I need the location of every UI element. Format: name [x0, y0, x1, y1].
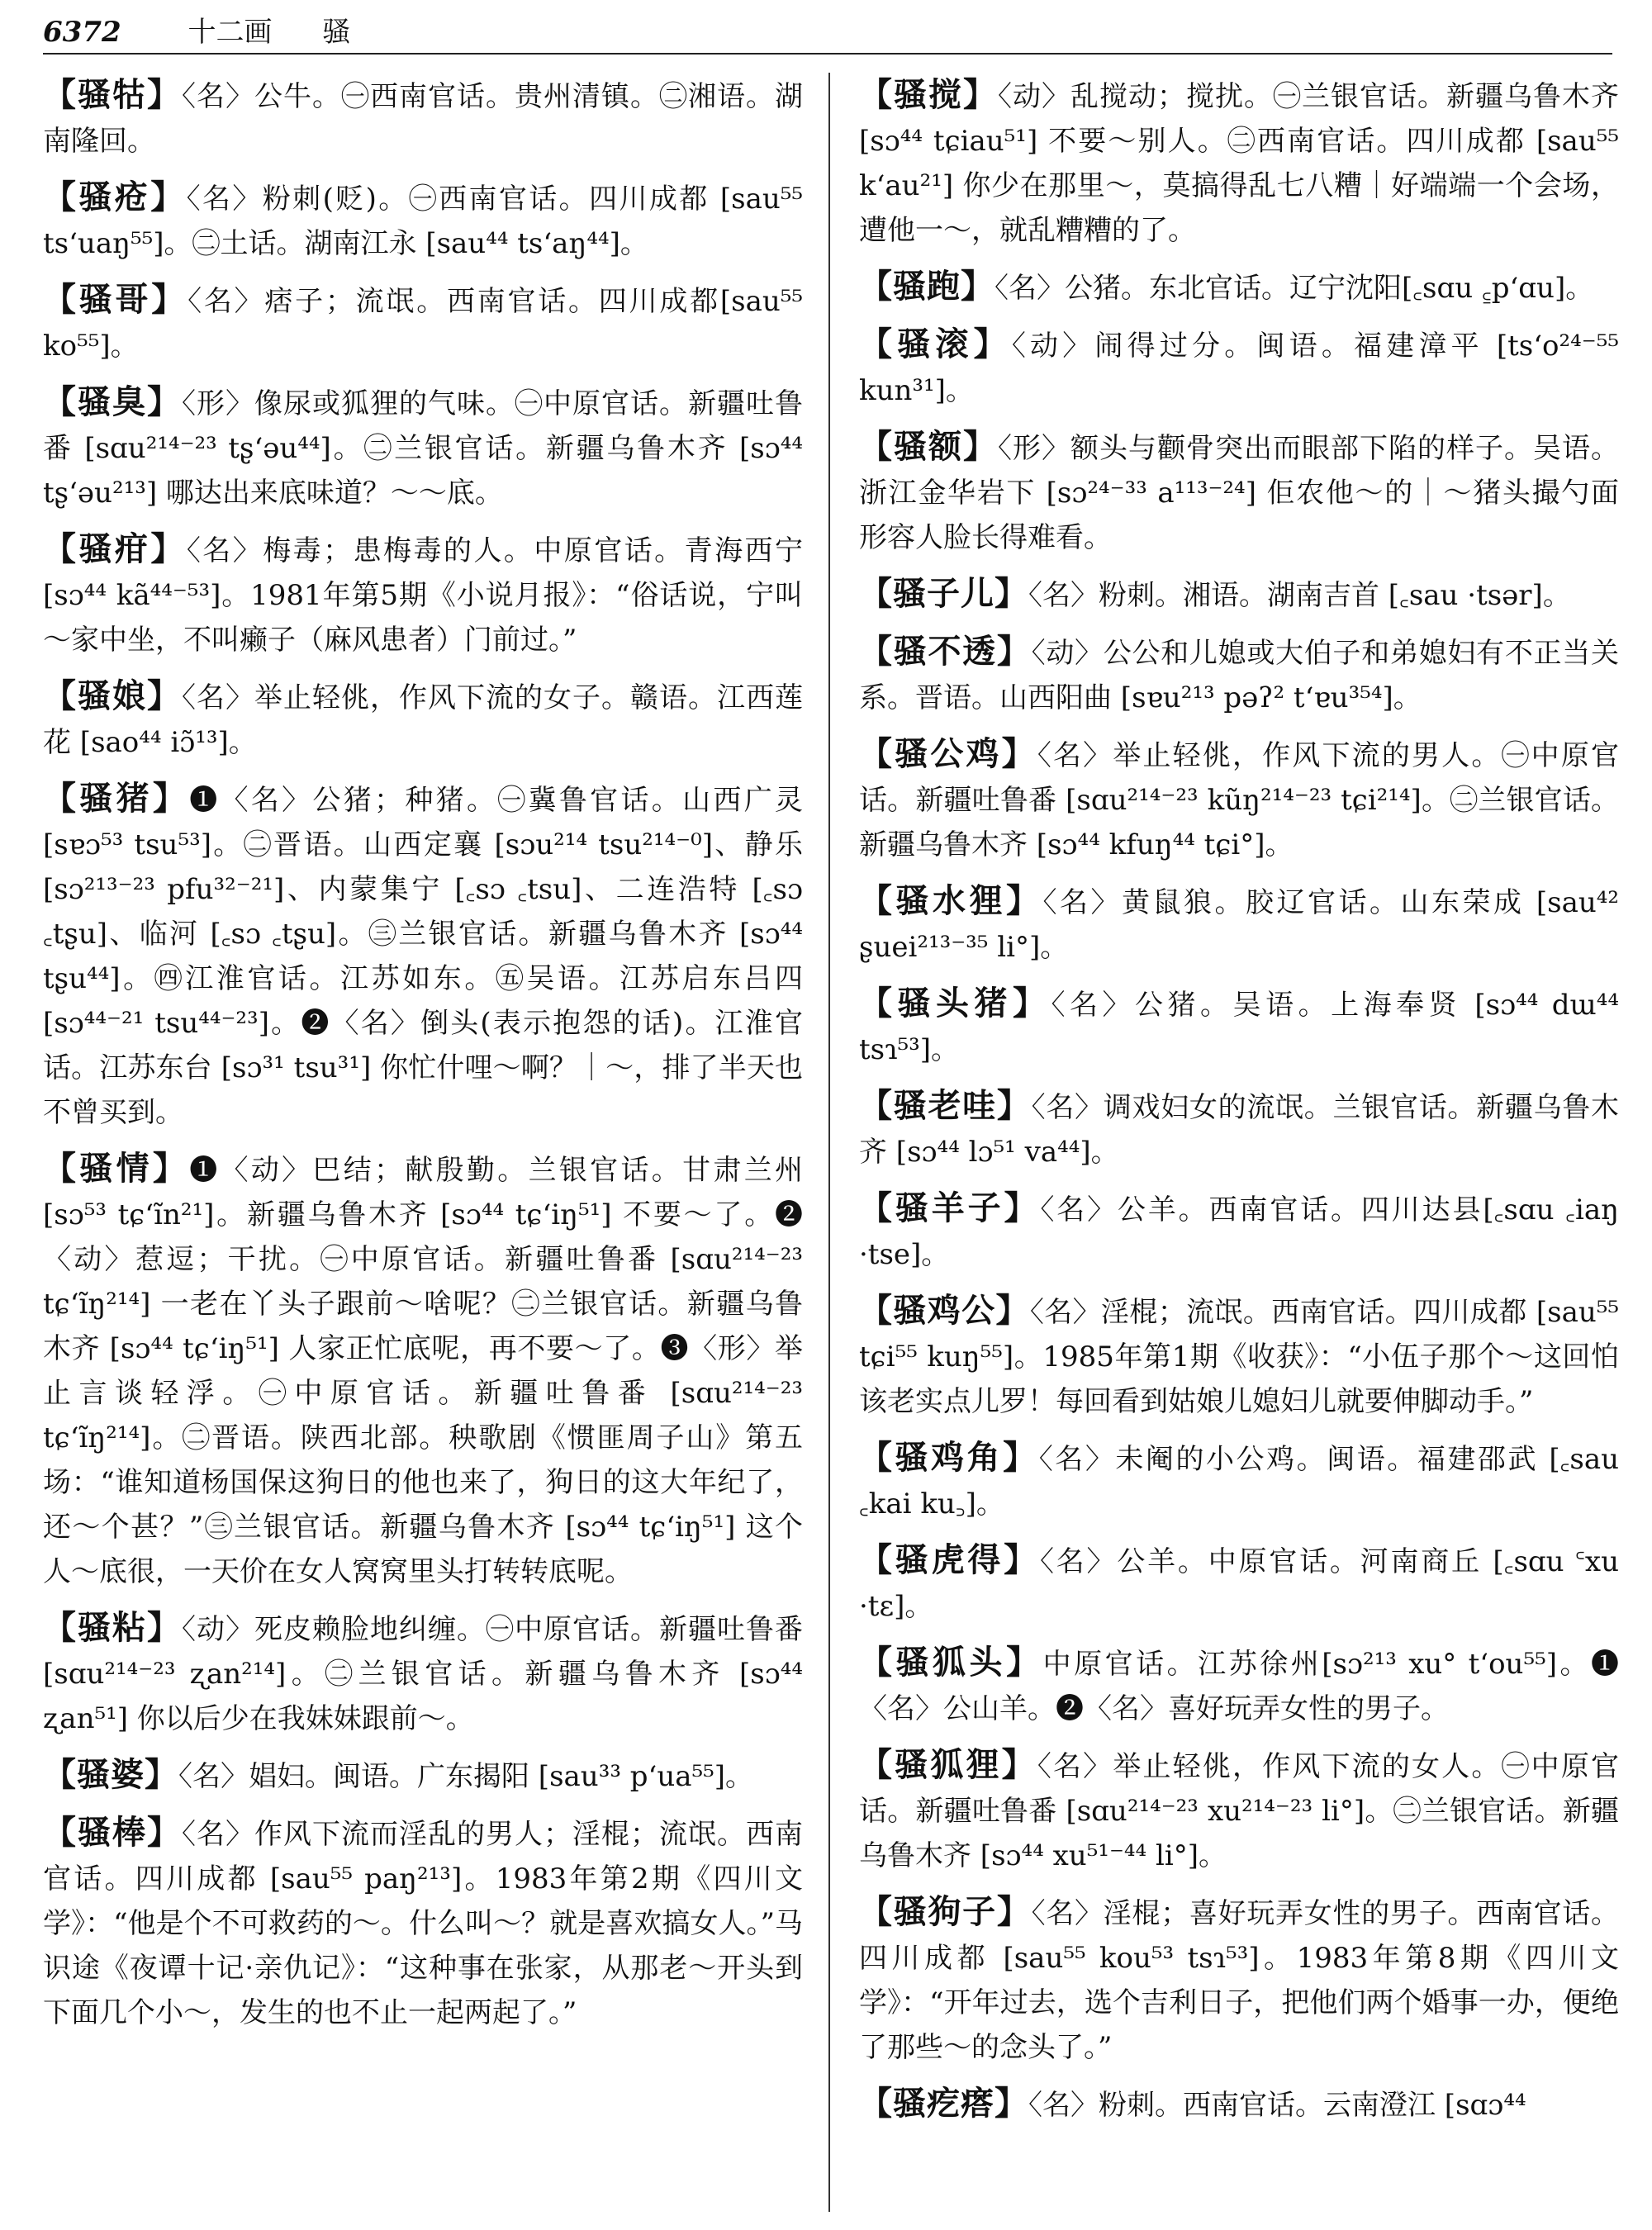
entry-definition: 〈名〉举止轻佻，作风下流的女子。赣语。江西莲花 [sao⁴⁴ iɔ̃¹³]。 — [43, 681, 803, 759]
dictionary-entry — [859, 732, 1619, 867]
entry-headword: 【骚子儿】 — [859, 575, 1028, 613]
dictionary-entry — [859, 2081, 1619, 2128]
entry-headword: 【骚臭】 — [43, 383, 182, 421]
entry-headword: 【骚鸡角】 — [859, 1439, 1039, 1477]
dictionary-entry — [859, 572, 1619, 618]
right-column — [859, 73, 1619, 2213]
dictionary-entry — [43, 380, 803, 515]
entry-headword: 【骚头猪】 — [859, 985, 1051, 1022]
entry-headword: 【骚狗子】 — [859, 1893, 1032, 1931]
dictionary-entry — [43, 1606, 803, 1741]
entry-headword: 【骚虎得】 — [859, 1541, 1040, 1579]
entry-definition: 〈名〉举止轻佻，作风下流的男人。㊀中原官话。新疆吐鲁番 [sɑu²¹⁴⁻²³ kũŋ²¹⁴⁻²³ tɕi²¹⁴]。㊁兰银官话。新疆乌鲁木齐 [sɔ⁴⁴ kfuŋ⁴⁴ tɕi°]。 — [859, 739, 1619, 861]
entry-headword: 【骚狐头】 — [859, 1644, 1043, 1682]
entry-definition: 〈名〉淫棍；喜好玩弄女性的男子。西南官话。四川成都 [sau⁵⁵ kou⁵³ tsɿ⁵³]。1983年第8期《四川文学》：“开年过去，选个吉利日子，把他们两个婚事一办，便绝了那些～的念头了。” — [859, 1897, 1619, 2064]
dictionary-entry — [859, 1084, 1619, 1174]
page-number: 6372 — [43, 16, 121, 49]
dictionary-entry — [43, 674, 803, 765]
entry-headword: 【骚滚】 — [859, 325, 1012, 363]
dictionary-entry — [859, 629, 1619, 720]
entry-headword: 【骚水狸】 — [859, 882, 1043, 920]
entry-headword: 【骚婆】 — [43, 1756, 178, 1794]
entry-definition: 〈名〉痞子；流氓。西南官话。四川成都[sau⁵⁵ ko⁵⁵]。 — [43, 285, 803, 363]
entry-headword: 【骚疳】 — [43, 530, 187, 568]
dictionary-entry — [43, 776, 803, 1135]
entry-headword: 【骚搅】 — [859, 76, 998, 114]
page-header — [43, 12, 1612, 55]
entry-definition: 〈名〉未阉的小公鸡。闽语。福建邵武 [꜀sau ꜀kai ku꜆]。 — [859, 1443, 1619, 1521]
dictionary-entry — [43, 1753, 803, 1799]
dictionary-entry — [859, 1890, 1619, 2070]
entry-headword: 【骚公鸡】 — [859, 735, 1037, 773]
entry-definition: 〈名〉举止轻佻，作风下流的女人。㊀中原官话。新疆吐鲁番 [sɑu²¹⁴⁻²³ xu²¹⁴⁻²³ li°]。㊁兰银官话。新疆乌鲁木齐 [sɔ⁴⁴ xu⁵¹⁻⁴⁴ li°]。 — [859, 1750, 1619, 1872]
entry-headword: 【骚棒】 — [43, 1814, 182, 1852]
stroke-section: 十二画 — [188, 16, 273, 49]
entry-definition: 〈名〉作风下流而淫乱的男人；淫棍；流氓。西南官话。四川成都 [sau⁵⁵ paŋ²¹³]。1983年第2期《四川文学》：“他是个不可救药的～。什么叫～？就是喜欢搞女人。”马识途《夜谭十记·亲仇记》：“这种事在张家，从那老～开头到下面几个小～，发生的也不止一起两起了。” — [43, 1818, 803, 2029]
entry-headword: 【骚跑】 — [859, 268, 995, 306]
entry-headword: 【骚不透】 — [859, 633, 1032, 671]
entry-headword: 【骚老哇】 — [859, 1087, 1032, 1125]
entry-definition: 〈名〉公猪。东北官话。辽宁沈阳[꜀sɑu ꜁pʻɑu]。 — [995, 272, 1594, 305]
entry-definition: 〈名〉梅毒；患梅毒的人。中原官话。青海西宁 [sɔ⁴⁴ kã⁴⁴⁻⁵³]。1981年第5期《小说月报》：“俗话说，宁叫～家中坐，不叫癞子（麻风患者）门前过。” — [43, 534, 803, 657]
entry-definition: 〈形〉像尿或狐狸的气味。㊀中原官话。新疆吐鲁番 [sɑu²¹⁴⁻²³ tʂʻəu⁴⁴]。㊁兰银官话。新疆乌鲁木齐 [sɔ⁴⁴ tʂʻəu²¹³] 哪达出来底味道？～～底。 — [43, 387, 803, 510]
dictionary-entry — [859, 1288, 1619, 1424]
dictionary-entry — [43, 1146, 803, 1594]
dictionary-entry — [859, 1538, 1619, 1629]
entry-headword: 【骚猪】 — [43, 780, 190, 818]
entry-headword: 【骚粘】 — [43, 1609, 182, 1647]
dictionary-entry — [859, 425, 1619, 560]
entry-headword: 【骚疙瘩】 — [859, 2085, 1028, 2123]
entry-definition: 〈名〉公牛。㊀西南官话。贵州清镇。㊁湘语。湖南隆回。 — [43, 80, 803, 158]
entry-definition: 〈名〉调戏妇女的流氓。兰银官话。新疆乌鲁木齐 [sɔ⁴⁴ lɔ⁵¹ va⁴⁴]。 — [859, 1091, 1619, 1169]
entry-definition: ❶〈动〉巴结；献殷勤。兰银官话。甘肃兰州 [sɔ⁵³ tɕʻĩn²¹]。新疆乌鲁木齐 [sɔ⁴⁴ tɕʻiŋ⁵¹] 不要～了。❷〈动〉惹逗；干扰。㊀中原官话。新疆吐鲁番 [sɑu²¹⁴⁻²³ tɕʻĩŋ²¹⁴] 一老在丫头子跟前～啥呢？㊁兰银官话。新疆乌鲁木齐 [sɔ⁴⁴ tɕʻiŋ⁵¹] 人家正忙底呢，再不要～了。❸〈形〉举止言谈轻浮。㊀中原官话。新疆吐鲁番 [sɑu²¹⁴⁻²³ tɕʻĩŋ²¹⁴]。㊁晋语。陕西北部。秧歌剧《惯匪周子山》第五场：“谁知道杨国保这狗日的他也来了，狗日的这大年纪了，还～个甚？”㊂兰银官话。新疆乌鲁木齐 [sɔ⁴⁴ tɕʻiŋ⁵¹] 这个人～底很，一天价在女人窝窝里头打转转底呢。 — [43, 1154, 803, 1588]
entry-definition: 〈动〉闹得过分。闽语。福建漳平 [tsʻo²⁴⁻⁵⁵ kun³¹]。 — [859, 330, 1619, 407]
entry-definition: 〈动〉死皮赖脸地纠缠。㊀中原官话。新疆吐鲁番 [sɑu²¹⁴⁻²³ ʐan²¹⁴]。㊁兰银官话。新疆乌鲁木齐 [sɔ⁴⁴ ʐan⁵¹] 你以后少在我妹妹跟前～。 — [43, 1613, 803, 1735]
entry-headword: 【骚羊子】 — [859, 1189, 1041, 1227]
dictionary-entry — [43, 1810, 803, 2035]
dictionary-entry — [859, 981, 1619, 1072]
entry-definition: 〈动〉公公和儿媳或大伯子和弟媳妇有不正当关系。晋语。山西阳曲 [sɐu²¹³ pəʔ² tʻɐu³⁵⁴]。 — [859, 637, 1619, 714]
entry-definition: 〈名〉公羊。西南官话。四川达县[꜀sɑu ꜀iaŋ ·tse]。 — [859, 1193, 1619, 1271]
dictionary-entry — [859, 322, 1619, 413]
entry-definition: 〈名〉黄鼠狼。胶辽官话。山东荣成 [sau⁴² ʂuei²¹³⁻³⁵ li°]。 — [859, 886, 1619, 964]
dictionary-entry — [43, 278, 803, 368]
entry-headword: 【骚哥】 — [43, 281, 188, 319]
entry-definition: 〈名〉公猪。吴语。上海奉贤 [sɔ⁴⁴ dɯ⁴⁴ tsɿ⁵³]。 — [859, 989, 1619, 1066]
entry-definition: 〈动〉乱搅动；搅扰。㊀兰银官话。新疆乌鲁木齐 [sɔ⁴⁴ tɕiau⁵¹] 不要～别人。㊁西南官话。四川成都 [sau⁵⁵ kʻau²¹] 你少在那里～，莫搞得乱七八糟｜好端端一个会场，遭他一～，就乱糟糟的了。 — [859, 80, 1619, 247]
dictionary-entry — [859, 1186, 1619, 1277]
dictionary-entry — [859, 879, 1619, 970]
dictionary-entry — [859, 1743, 1619, 1878]
entry-headword: 【骚鸡公】 — [859, 1292, 1030, 1330]
entry-headword: 【骚狐狸】 — [859, 1746, 1037, 1784]
entry-definition: 〈名〉粉刺(贬)。㊀西南官话。四川成都 [sau⁵⁵ tsʻuaŋ⁵⁵]。㊁土话。湖南江永 [sau⁴⁴ tsʻaŋ⁴⁴]。 — [43, 183, 803, 260]
entry-definition: 〈名〉粉刺。西南官话。云南澄江 [sɑɔ⁴⁴ — [1028, 2089, 1526, 2122]
entry-headword: 【骚情】 — [43, 1150, 190, 1188]
entry-definition: 〈形〉额头与颧骨突出而眼部下陷的样子。吴语。浙江金华岩下 [sɔ²⁴⁻³³ a¹¹³⁻²⁴] 佢农他～的｜～猪头撮勺面形容人脸长得难看。 — [859, 432, 1619, 554]
dictionary-entry — [859, 73, 1619, 253]
entry-headword: 【骚娘】 — [43, 677, 182, 715]
dictionary-entry — [43, 175, 803, 266]
dictionary-entry — [859, 1435, 1619, 1526]
entry-definition: 〈名〉粉刺。湘语。湖南吉首 [꜀sau ·tsər]。 — [1028, 579, 1571, 612]
dictionary-entry — [859, 1640, 1619, 1731]
entry-headword: 【骚疮】 — [43, 178, 187, 216]
entry-definition: 〈名〉公羊。中原官话。河南商丘 [꜀sɑu ꜂xu ·tɛ]。 — [859, 1545, 1619, 1623]
entry-headword: 【骚额】 — [859, 428, 998, 466]
column-divider — [828, 73, 830, 2212]
dictionary-entry — [43, 73, 803, 164]
left-column — [43, 73, 803, 2213]
radical-char: 骚 — [322, 16, 351, 49]
entry-definition: 〈名〉娼妇。闽语。广东揭阳 [sau³³ pʻua⁵⁵]。 — [178, 1760, 754, 1793]
entry-headword: 【骚牯】 — [43, 76, 182, 114]
entry-definition: ❶〈名〉公猪；种猪。㊀冀鲁官话。山西广灵 [sɐɔ⁵³ tsu⁵³]。㊁晋语。山西定襄 [sɔu²¹⁴ tsu²¹⁴⁻⁰]、静乐 [sɔ²¹³⁻²³ pfu³²⁻²¹]、内蒙集宁 [꜀sɔ ꜀tsu]、二连浩特 [꜀sɔ ꜀tʂu]、临河 [꜀sɔ ꜀tʂu]。㊂兰银官话。新疆乌鲁木齐 [sɔ⁴⁴ tʂu⁴⁴]。㊃江淮官话。江苏如东。㊄吴语。江苏启东吕四 [sɔ⁴⁴⁻²¹ tsu⁴⁴⁻²³]。❷〈名〉倒头(表示抱怨的话)。江淮官话。江苏东台 [sɔ³¹ tsu³¹] 你忙什哩～啊？｜～，排了半天也不曾买到。 — [43, 784, 803, 1129]
dictionary-entry — [859, 264, 1619, 311]
entry-definition: 中原官话。江苏徐州[sɔ²¹³ xu° tʻou⁵⁵]。❶〈名〉公山羊。❷〈名〉喜好玩弄女性的男子。 — [859, 1648, 1619, 1725]
entry-definition: 〈名〉淫棍；流氓。西南官话。四川成都 [sau⁵⁵ tɕi⁵⁵ kuŋ⁵⁵]。1985年第1期《收获》：“小伍子那个～这回怕该老实点儿罗！每回看到姑娘儿媳妇儿就要伸脚动手。” — [859, 1296, 1619, 1418]
dictionary-entry — [43, 527, 803, 662]
